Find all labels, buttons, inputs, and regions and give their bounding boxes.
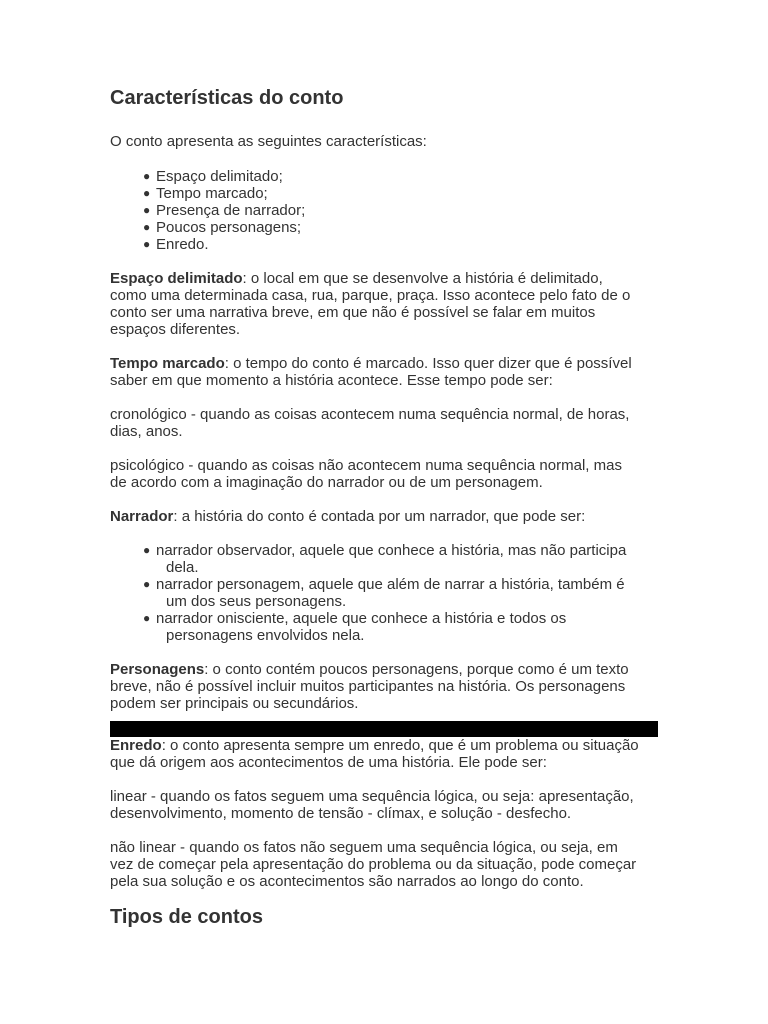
enredo-term: Enredo: [110, 737, 162, 754]
section-title: Tipos de contos: [110, 906, 263, 928]
list-item: ● Tempo marcado;: [143, 185, 268, 202]
list-item: ● Espaço delimitado;: [143, 168, 283, 185]
bullet-icon: ●: [143, 220, 151, 234]
nao-linear-paragraph: não linear - quando os fatos não seguem uma sequência lógica, ou seja, em vez de começar pela apresentação do problema ou da situação, pode começar pela sua solução e os acontecimentos são narrados ao longo do conto.: [110, 839, 637, 890]
list-item: ● narrador personagem, aquele que além de narrar a história, também é um dos seus personagens.: [143, 576, 625, 610]
tempo-term: Tempo marcado: [110, 355, 225, 372]
personagens-term: Personagens: [110, 661, 205, 678]
list-item: ● Poucos personagens;: [143, 219, 302, 236]
bullet-icon: ●: [143, 237, 151, 251]
tempo-paragraph: Tempo marcado: o tempo do conto é marcado. Isso quer dizer que é possível saber em que momento a história acontece. Esse tempo pode ser:: [110, 355, 632, 389]
linear-paragraph: linear - quando os fatos seguem uma sequência lógica, ou seja: apresentação, desenvolvimento, momento de tensão - clímax, e solução - desfecho.: [110, 788, 634, 822]
narrador-paragraph: Narrador: a história do conto é contada por um narrador, que pode ser:: [110, 508, 586, 525]
narrador-term: Narrador: [110, 508, 174, 525]
bullet-icon: ●: [143, 611, 151, 625]
bullet-icon: ●: [143, 543, 151, 557]
cronologico-paragraph: cronológico - quando as coisas acontecem numa sequência normal, de horas, dias, anos.: [110, 406, 630, 440]
psicologico-paragraph: psicológico - quando as coisas não acontecem numa sequência normal, mas de acordo com a imaginação do narrador ou de um personagem.: [110, 457, 622, 491]
document-page: [110, 84, 658, 931]
personagens-paragraph: Personagens: o conto contém poucos personagens, porque como é um texto breve, não é possível incluir muitos participantes na história. Os personagens podem ser principais ou secundários.: [110, 661, 629, 712]
redaction-bar: [110, 721, 658, 737]
espaco-term: Espaço delimitado: [110, 270, 243, 287]
page-title: Características do conto: [110, 87, 344, 109]
bullet-icon: ●: [143, 186, 151, 200]
list-item: ● Presença de narrador;: [143, 202, 306, 219]
bullet-icon: ●: [143, 169, 151, 183]
bullet-icon: ●: [143, 203, 151, 217]
bullet-icon: ●: [143, 577, 151, 591]
espaco-paragraph: Espaço delimitado: o local em que se desenvolve a história é delimitado, como uma determinada casa, rua, parque, praça. Isso acontece pelo fato de o conto ser uma narrativa breve, em que não é possível se falar em muitos espaços diferentes.: [110, 270, 631, 338]
narrator-types-list: [110, 542, 658, 644]
list-item: ● narrador onisciente, aquele que conhece a história e todos os personagens envolvidos nela.: [143, 610, 567, 644]
enredo-paragraph: Enredo: o conto apresenta sempre um enredo, que é um problema ou situação que dá origem aos acontecimentos de uma história. Ele pode ser:: [110, 737, 639, 771]
list-item: ● narrador observador, aquele que conhece a história, mas não participa dela.: [143, 542, 627, 576]
features-list: [110, 168, 658, 253]
list-item: ● Enredo.: [143, 236, 209, 253]
intro-text: O conto apresenta as seguintes características:: [110, 133, 427, 150]
